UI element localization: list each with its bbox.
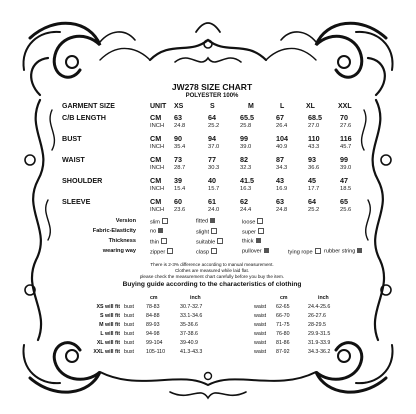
- material-subtitle: POLYESTER 100%: [185, 93, 239, 99]
- fit-size-label: M will fit: [99, 322, 120, 328]
- measure-cell: 63: [174, 113, 182, 122]
- measure-cell: 39.0: [340, 165, 352, 171]
- fit-waist-inch: 24.4-25.6: [308, 304, 331, 310]
- note-laid-flat: Clothes are measured while laid flat.: [174, 268, 250, 273]
- option-item: [196, 218, 215, 225]
- fit-waist-cm: 66-70: [276, 313, 290, 319]
- fit-size-label: XXL will fit: [93, 349, 120, 355]
- row-label: WAIST: [62, 155, 85, 164]
- option-item: [324, 248, 362, 255]
- measure-cell: 99: [240, 134, 248, 143]
- measure-cell: 36.6: [308, 165, 320, 171]
- header-l: L: [280, 103, 285, 110]
- note-check-chart: please check the measurement chart carefully before you buy the item.: [139, 274, 285, 279]
- measure-cell: 73: [174, 155, 182, 164]
- header-xxl: XXL: [338, 103, 352, 110]
- size-row-inch: [62, 165, 362, 174]
- fit-bust-inch: 37-38.6: [180, 331, 198, 337]
- row-label: C/B LENGTH: [62, 113, 106, 122]
- fit-size-label: S will fit: [99, 313, 120, 319]
- fit-bust-label: bust: [124, 313, 135, 319]
- size-row-inch: [62, 144, 362, 153]
- measure-cell: 64: [308, 197, 316, 206]
- option-item-text: loose: [242, 219, 256, 226]
- measure-cell: 82: [240, 155, 248, 164]
- fit-header-cm-waist: cm: [280, 295, 288, 301]
- size-row-inch: [62, 186, 362, 195]
- measure-cell: 39: [174, 176, 182, 185]
- measure-cell: 90: [174, 134, 182, 143]
- measure-cell: 24.8: [174, 123, 186, 129]
- measure-cell: 15.4: [174, 186, 186, 192]
- measure-cell: 110: [308, 134, 320, 143]
- fit-bust-label: bust: [124, 304, 135, 310]
- size-row-cm: [62, 155, 362, 164]
- option-item-text: suitable: [196, 239, 216, 246]
- fit-bust-inch: 39-40.9: [180, 340, 198, 346]
- unchecked-box-icon: [167, 248, 173, 254]
- measure-cell: 40.9: [276, 144, 288, 150]
- size-row-cm: [62, 176, 362, 185]
- option-row: [62, 218, 362, 227]
- option-item: [288, 248, 321, 256]
- option-item-text: tying rope: [288, 249, 313, 256]
- option-item-text: fitted: [196, 218, 209, 225]
- header-xs: XS: [174, 103, 184, 110]
- size-row-cm: [62, 113, 362, 122]
- fit-row: [62, 340, 362, 348]
- note-difference: There is 2-3% difference according to manual measurement.: [150, 262, 274, 267]
- measure-cell: 25.8: [240, 123, 252, 129]
- fit-bust-inch: 33.1-34.6: [180, 313, 203, 319]
- option-item-text: slight: [196, 229, 210, 236]
- measure-cell: 17.7: [308, 186, 320, 192]
- option-item-text: super: [242, 229, 256, 236]
- option-label: Thickness: [108, 238, 136, 244]
- measure-cell: 16.3: [240, 186, 252, 192]
- measure-cell: 63: [276, 197, 284, 206]
- measure-cell: 70: [340, 113, 348, 122]
- unchecked-box-icon: [315, 248, 321, 254]
- measure-cell: 116: [340, 134, 352, 143]
- measure-cell: 16.9: [276, 186, 288, 192]
- fit-bust-label: bust: [124, 349, 135, 355]
- fit-size-label: L will fit: [100, 331, 120, 337]
- fit-waist-label: waist: [254, 322, 267, 328]
- fit-waist-label: waist: [254, 304, 267, 310]
- measure-cell: 24.4: [240, 207, 252, 213]
- checked-box-icon: [256, 238, 261, 243]
- size-row-cm: [62, 134, 362, 143]
- fit-waist-cm: 62-65: [276, 304, 290, 310]
- fit-size-label: XS will fit: [96, 304, 120, 310]
- option-item-text: no: [150, 228, 157, 235]
- measure-cell: 45: [308, 176, 316, 185]
- option-label: Fabric-Elasticity: [92, 228, 136, 234]
- fit-size-label: XL will fit: [96, 340, 120, 346]
- measure-cell: 60: [174, 197, 182, 206]
- measure-cell: 25.6: [340, 207, 352, 213]
- unchecked-box-icon: [161, 238, 167, 244]
- fit-waist-inch: 26-27.6: [308, 313, 326, 319]
- fit-header-inch-bust: inch: [190, 295, 201, 301]
- checked-box-icon: [158, 228, 163, 233]
- measure-cell: 62: [240, 197, 248, 206]
- measure-cell: 65: [340, 197, 348, 206]
- fit-bust-inch: 35-36.6: [180, 322, 198, 328]
- measure-cell: 43: [276, 176, 284, 185]
- measure-cell: 104: [276, 134, 288, 143]
- option-row: [62, 238, 362, 247]
- row-label: SLEEVE: [62, 197, 91, 206]
- buying-guide-title: Buying guide according to the characteristics of clothing: [122, 281, 302, 288]
- fit-bust-cm: 89-93: [146, 322, 160, 328]
- option-item: [150, 228, 163, 235]
- measure-cell: 64: [208, 113, 216, 122]
- option-item: [150, 238, 167, 246]
- fit-waist-label: waist: [254, 313, 267, 319]
- measure-cell: 93: [308, 155, 316, 164]
- header-s: S: [210, 103, 215, 110]
- option-row: [62, 248, 362, 257]
- table-header-row: [62, 103, 362, 112]
- measure-cell: 47: [340, 176, 348, 185]
- option-item: [242, 218, 263, 226]
- option-item: [242, 238, 261, 245]
- option-item-text: zipper: [150, 249, 166, 256]
- fit-bust-cm: 84-88: [146, 313, 160, 319]
- option-row: [62, 228, 362, 237]
- measure-cell: 39.0: [240, 144, 252, 150]
- measure-cell: 67: [276, 113, 284, 122]
- option-item-text: pullover: [242, 248, 262, 255]
- measure-cell: 87: [276, 155, 284, 164]
- unchecked-box-icon: [211, 228, 217, 234]
- fit-header-cm-bust: cm: [150, 295, 158, 301]
- header-xl: XL: [306, 103, 315, 110]
- fit-row: [62, 313, 362, 321]
- measure-cell: 25.2: [208, 123, 220, 129]
- fit-bust-inch: 41.3-43.3: [180, 349, 203, 355]
- unit-cell: CM: [150, 134, 162, 143]
- fit-row: [62, 322, 362, 330]
- measure-cell: 30.3: [208, 165, 220, 171]
- fit-row: [62, 349, 362, 357]
- measure-cell: 77: [208, 155, 216, 164]
- header-m: M: [248, 103, 254, 110]
- measure-cell: 27.6: [340, 123, 352, 129]
- fit-waist-cm: 81-86: [276, 340, 290, 346]
- option-item: [150, 248, 173, 256]
- checked-box-icon: [210, 218, 215, 223]
- option-item: [196, 248, 217, 256]
- measure-cell: 26.4: [276, 123, 288, 129]
- option-item: [150, 218, 168, 226]
- option-item-text: rubber string: [324, 248, 356, 255]
- fit-bust-cm: 105-110: [146, 349, 166, 355]
- row-label: SHOULDER: [62, 176, 103, 185]
- measure-cell: 28.7: [174, 165, 186, 171]
- option-label: wearing way: [102, 248, 136, 254]
- measure-cell: 24.0: [208, 207, 220, 213]
- fit-header-inch-waist: inch: [318, 295, 329, 301]
- fit-table-header: [62, 295, 362, 303]
- header-garment-size: GARMENT SIZE: [62, 103, 115, 110]
- option-item: [196, 228, 217, 236]
- fit-bust-cm: 94-98: [146, 331, 160, 337]
- option-item: [242, 228, 264, 236]
- fit-waist-inch: 28-29.5: [308, 322, 326, 328]
- fit-waist-inch: 29.9-31.5: [308, 331, 331, 337]
- unchecked-box-icon: [257, 218, 263, 224]
- size-row-inch: [62, 207, 362, 216]
- unchecked-box-icon: [258, 228, 264, 234]
- unchecked-box-icon: [162, 218, 168, 224]
- measure-cell: 35.4: [174, 144, 186, 150]
- unit-cell: INCH: [150, 207, 165, 213]
- option-item-text: thin: [150, 239, 160, 246]
- unit-cell: CM: [150, 176, 162, 185]
- unchecked-box-icon: [217, 238, 223, 244]
- unit-cell: INCH: [150, 186, 165, 192]
- measure-cell: 65.5: [240, 113, 254, 122]
- measure-cell: 32.3: [240, 165, 252, 171]
- header-unit: UNIT: [150, 103, 167, 110]
- chart-title: JW278 SIZE CHART: [171, 82, 253, 92]
- unit-cell: INCH: [150, 165, 165, 171]
- measure-cell: 94: [208, 134, 216, 143]
- measure-cell: 34.3: [276, 165, 288, 171]
- option-item: [196, 238, 223, 246]
- measure-cell: 24.8: [276, 207, 288, 213]
- size-row-cm: [62, 197, 362, 206]
- row-label: BUST: [62, 134, 82, 143]
- fit-waist-inch: 34.3-36.2: [308, 349, 331, 355]
- fit-waist-label: waist: [254, 340, 267, 346]
- fit-bust-label: bust: [124, 322, 135, 328]
- measure-cell: 40: [208, 176, 216, 185]
- measure-cell: 61: [208, 197, 216, 206]
- unit-cell: INCH: [150, 144, 165, 150]
- fit-row: [62, 304, 362, 312]
- fit-waist-cm: 71-75: [276, 322, 290, 328]
- unchecked-box-icon: [211, 248, 217, 254]
- fit-waist-cm: 76-80: [276, 331, 290, 337]
- fit-bust-cm: 99-104: [146, 340, 163, 346]
- checked-box-icon: [357, 248, 362, 253]
- measure-cell: 18.5: [340, 186, 352, 192]
- unit-cell: CM: [150, 113, 162, 122]
- measure-cell: 27.0: [308, 123, 320, 129]
- measure-cell: 37.0: [208, 144, 220, 150]
- size-row-inch: [62, 123, 362, 132]
- option-item-text: slim: [150, 219, 160, 226]
- fit-waist-cm: 87-92: [276, 349, 290, 355]
- measure-cell: 23.6: [174, 207, 186, 213]
- measure-cell: 45.7: [340, 144, 352, 150]
- option-label: Version: [115, 218, 136, 224]
- fit-bust-cm: 78-83: [146, 304, 160, 310]
- unit-cell: INCH: [150, 123, 165, 129]
- option-item-text: thick: [242, 238, 254, 245]
- fit-row: [62, 331, 362, 339]
- measure-cell: 25.2: [308, 207, 320, 213]
- fit-waist-label: waist: [254, 331, 267, 337]
- measure-cell: 15.7: [208, 186, 220, 192]
- fit-bust-label: bust: [124, 331, 135, 337]
- measure-cell: 99: [340, 155, 348, 164]
- fit-waist-label: waist: [254, 349, 267, 355]
- measure-cell: 68.5: [308, 113, 322, 122]
- measure-cell: 41.5: [240, 176, 254, 185]
- fit-bust-inch: 30.7-32.7: [180, 304, 203, 310]
- unit-cell: CM: [150, 197, 162, 206]
- unit-cell: CM: [150, 155, 162, 164]
- fit-waist-inch: 31.9-33.9: [308, 340, 331, 346]
- measure-cell: 43.3: [308, 144, 320, 150]
- checked-box-icon: [264, 248, 269, 253]
- option-item-text: clasp: [196, 249, 210, 256]
- option-item: [242, 248, 269, 255]
- fit-bust-label: bust: [124, 340, 135, 346]
